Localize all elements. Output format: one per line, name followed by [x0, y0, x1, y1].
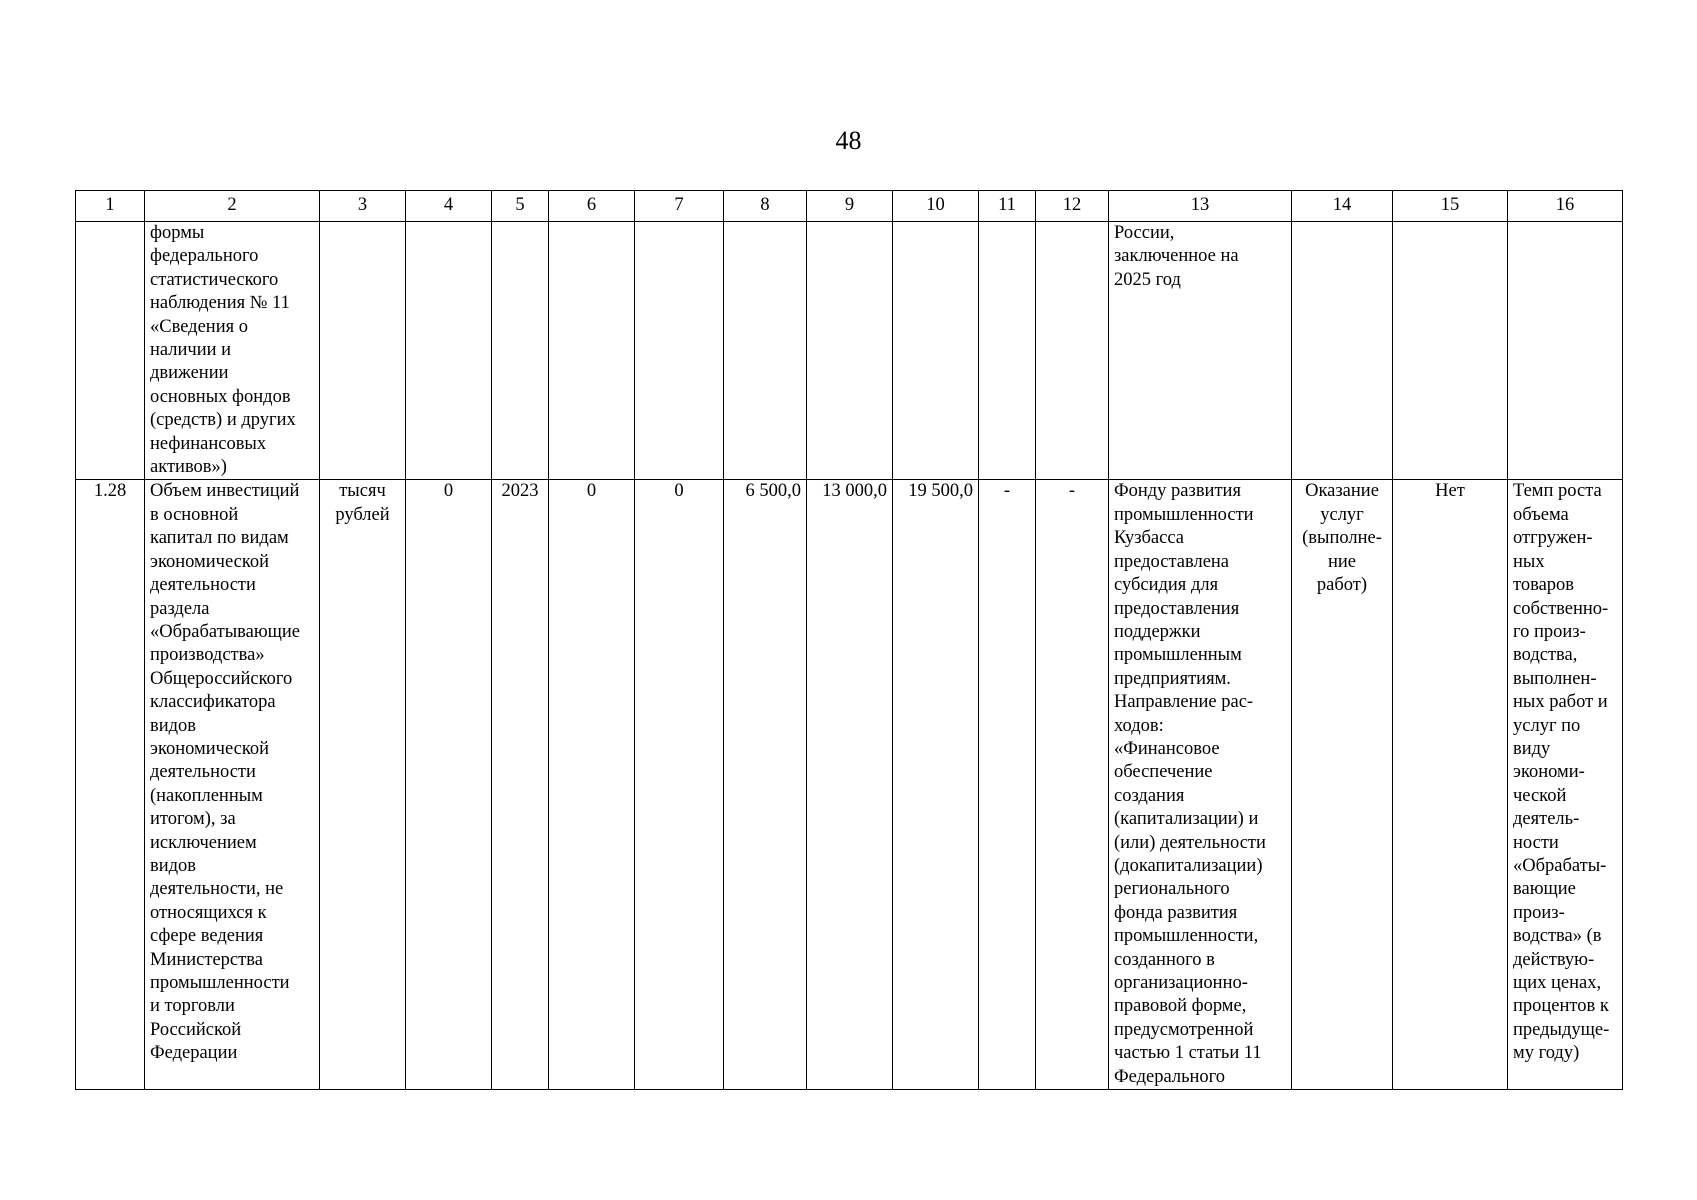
column-number: 11	[979, 191, 1036, 222]
table-cell	[1508, 222, 1623, 480]
value-cell: 6 500,0	[724, 480, 807, 1090]
indicator-name-cell: Объем инвестиций в основной капитал по видам экономической деятельности раздела «Обрабатывающие производства» Общероссийского классификатора видов экономической деятельности (накопленным итогом), за исключением видов деятельности, не относящихся к сфере ведения Министерства промышленности и торговли Российской Федерации	[145, 480, 320, 1090]
table-row-continuation	[76, 222, 1623, 480]
table-cell	[406, 222, 492, 480]
column-number: 4	[406, 191, 492, 222]
table-cell	[76, 222, 145, 480]
table-cell	[320, 222, 406, 480]
column-number: 10	[893, 191, 979, 222]
source-description-cell: Фонду развития промышленности Кузбасса предоставлена субсидия для предоставления поддержки промышленным предприятиям. Направление рас- ходов: «Финансовое обеспечение создания (капитализации) и (или) деятельности (докапитализации) регионального фонда развития промышленности, созданного в организационно- правовой форме, предусмотренной частью 1 статьи 11 Федерального	[1109, 480, 1292, 1090]
indicator-name-cell: формы федерального статистического наблюдения № 11 «Сведения о наличии и движении основных фондов (средств) и других нефинансовых активов»)	[145, 222, 320, 480]
table-cell	[549, 222, 635, 480]
column-number: 5	[492, 191, 549, 222]
value-cell: 0	[635, 480, 724, 1090]
column-number: 6	[549, 191, 635, 222]
column-number: 1	[76, 191, 145, 222]
value-cell: 19 500,0	[893, 480, 979, 1090]
unit-cell: тысяч рублей	[320, 480, 406, 1090]
value-cell: 0	[549, 480, 635, 1090]
column-number: 8	[724, 191, 807, 222]
column-number: 14	[1292, 191, 1393, 222]
value-cell: -	[979, 480, 1036, 1090]
column-number: 3	[320, 191, 406, 222]
table-cell	[979, 222, 1036, 480]
value-cell: 0	[406, 480, 492, 1090]
target-indicator-cell: Темп роста объема отгружен- ных товаров собственно- го произ- водства, выполнен- ных работ и услуг по виду экономи- ческой деятель- ности «Обрабаты- вающие произ- водства» (в действую- щих ценах, процентов к предыдуще- му году)	[1508, 480, 1623, 1090]
column-number: 13	[1109, 191, 1292, 222]
year-cell: 2023	[492, 480, 549, 1090]
table-cell	[1036, 222, 1109, 480]
column-number: 15	[1393, 191, 1508, 222]
table-cell	[1393, 222, 1508, 480]
page-number: 48	[835, 126, 862, 155]
activity-type-cell: Оказание услуг (выполне- ние работ)	[1292, 480, 1393, 1090]
table-cell	[724, 222, 807, 480]
table-cell	[1292, 222, 1393, 480]
value-cell: 13 000,0	[807, 480, 893, 1090]
column-number: 16	[1508, 191, 1623, 222]
table-row-1-28	[76, 480, 1623, 1090]
flag-cell: Нет	[1393, 480, 1508, 1090]
table-cell	[492, 222, 549, 480]
column-number: 2	[145, 191, 320, 222]
column-number: 12	[1036, 191, 1109, 222]
indicators-table	[75, 190, 1623, 1090]
table-cell	[807, 222, 893, 480]
row-number-cell: 1.28	[76, 480, 145, 1090]
column-number-row	[76, 191, 1623, 222]
column-number: 9	[807, 191, 893, 222]
column-number: 7	[635, 191, 724, 222]
table-cell	[893, 222, 979, 480]
table-cell	[635, 222, 724, 480]
source-description-cell: России, заключенное на 2025 год	[1109, 222, 1292, 480]
value-cell: -	[1036, 480, 1109, 1090]
